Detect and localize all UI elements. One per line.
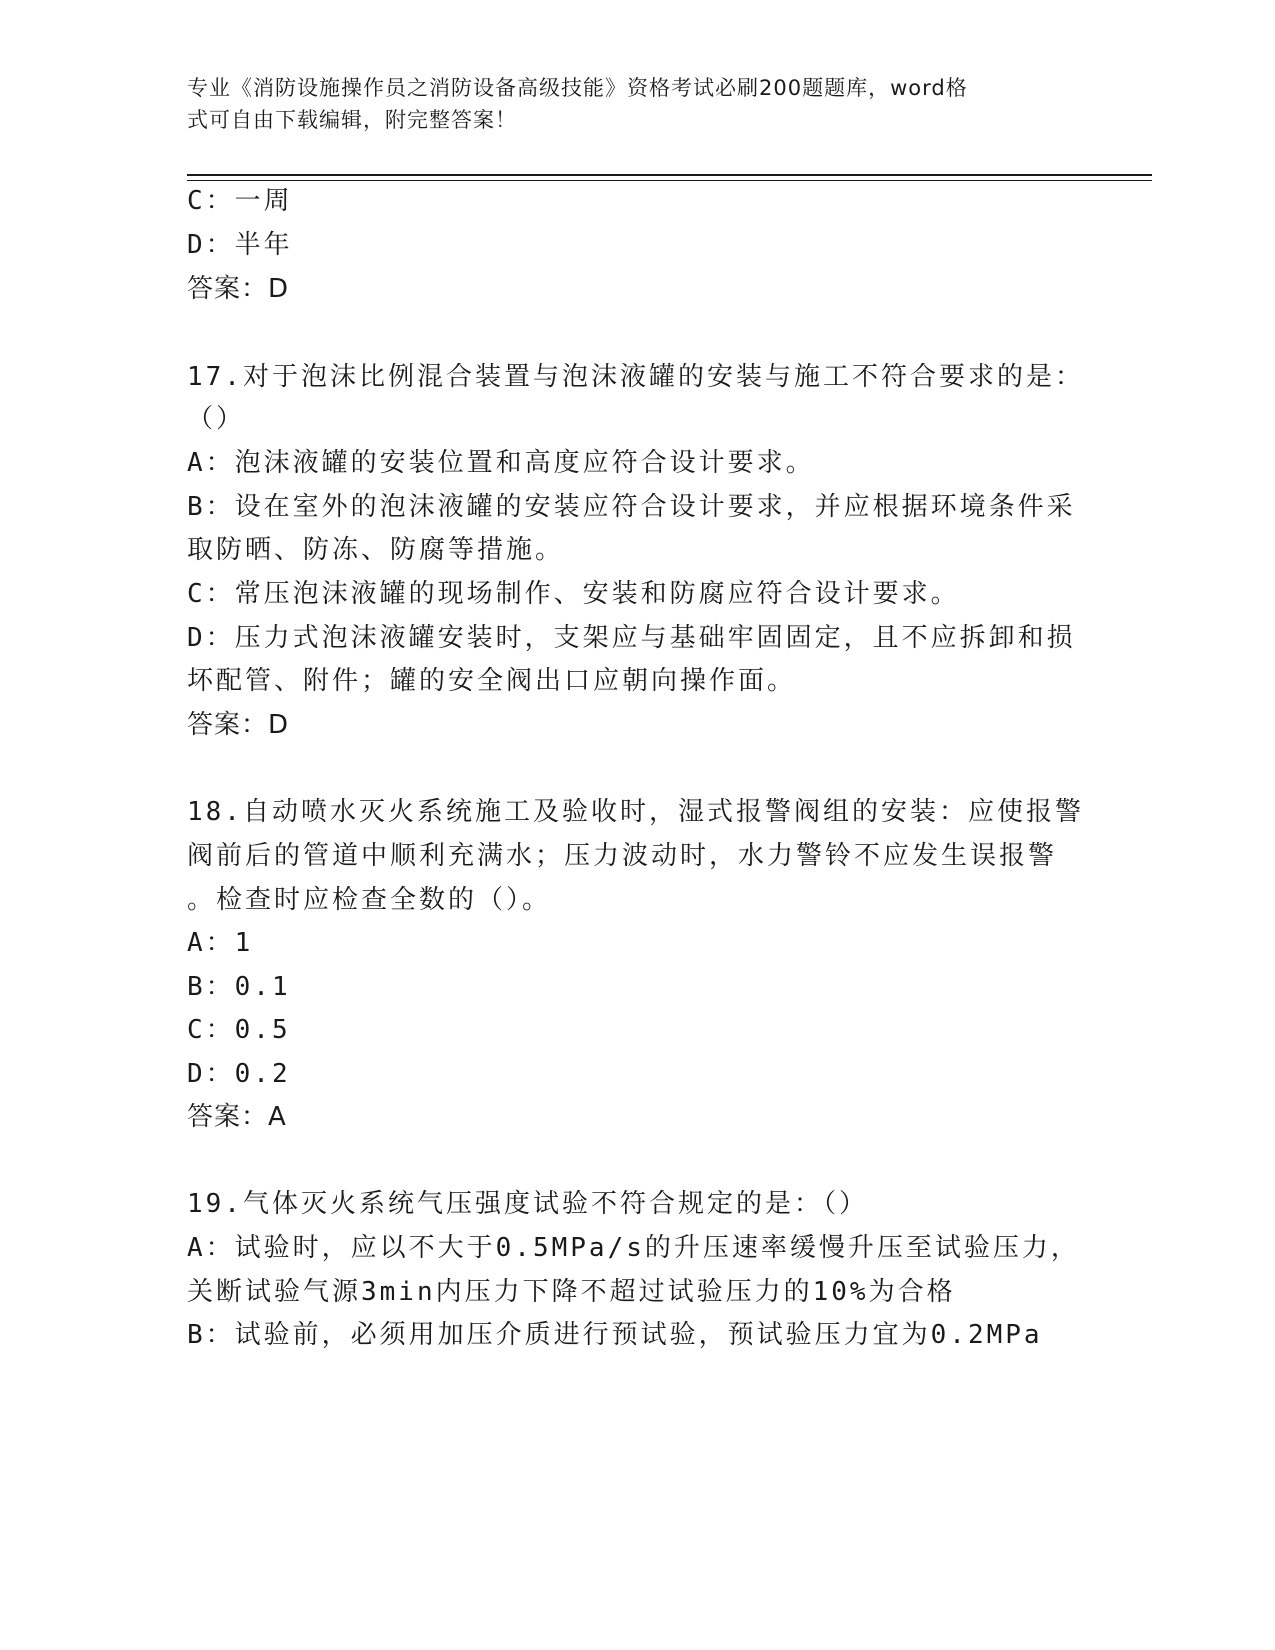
q17-option-b-line-1: B：设在室外的泡沫液罐的安装应符合设计要求，并应根据环境条件采 (187, 492, 1076, 522)
header-line-1: 专业《消防设施操作员之消防设备高级技能》资格考试必刷200题题库，word格 (187, 76, 968, 100)
q19-option-a-line-2: 关断试验气源3min内压力下降不超过试验压力的10%为合格 (187, 1277, 956, 1307)
q17-option-b-line-2: 取防晒、防冻、防腐等措施。 (187, 535, 565, 565)
q17-answer: 答案：D (187, 710, 290, 740)
q18-answer: 答案：A (187, 1102, 287, 1132)
q18-stem-line-3: 。检查时应检查全数的（）。 (187, 885, 552, 915)
q16-option-c: C：一周 (187, 186, 293, 216)
q18-option-a: A：1 (187, 928, 254, 958)
q18-stem-line-2: 阀前后的管道中顺利充满水；压力波动时，水力警铃不应发生误报警 (187, 841, 1058, 871)
q17-stem-line-1: 17.对于泡沫比例混合装置与泡沫液罐的安装与施工不符合要求的是： (187, 362, 1084, 392)
header-line-2: 式可自由下载编辑，附完整答案！ (187, 108, 517, 132)
q18-stem-line-1: 18.自动喷水灭火系统施工及验收时，湿式报警阀组的安装：应使报警 (187, 797, 1084, 827)
page-header (187, 72, 1067, 136)
q18-option-d: D：0.2 (187, 1059, 291, 1089)
q16-option-d: D：半年 (187, 230, 293, 260)
q17-stem-line-2: （） (187, 404, 246, 434)
q19-option-a-line-1: A：试验时，应以不大于0.5MPa/s的升压速率缓慢升压至试验压力， (187, 1233, 1080, 1263)
header-divider-thin (187, 180, 1152, 181)
q19-stem-line-1: 19.气体灭火系统气压强度试验不符合规定的是：（） (187, 1189, 868, 1219)
q17-option-d-line-2: 坏配管、附件；罐的安全阀出口应朝向操作面。 (187, 666, 797, 696)
q18-option-b: B：0.1 (187, 972, 291, 1002)
q17-option-d-line-1: D：压力式泡沫液罐安装时，支架应与基础牢固固定，且不应拆卸和损 (187, 623, 1076, 653)
q17-option-a: A：泡沫液罐的安装位置和高度应符合设计要求。 (187, 448, 815, 478)
q18-option-c: C：0.5 (187, 1015, 291, 1045)
q16-answer: 答案：D (187, 274, 290, 304)
q17-option-c: C：常压泡沫液罐的现场制作、安装和防腐应符合设计要求。 (187, 579, 960, 609)
q19-option-b: B：试验前，必须用加压介质进行预试验，预试验压力宜为0.2MPa (187, 1320, 1043, 1350)
header-divider-thick (187, 174, 1152, 176)
